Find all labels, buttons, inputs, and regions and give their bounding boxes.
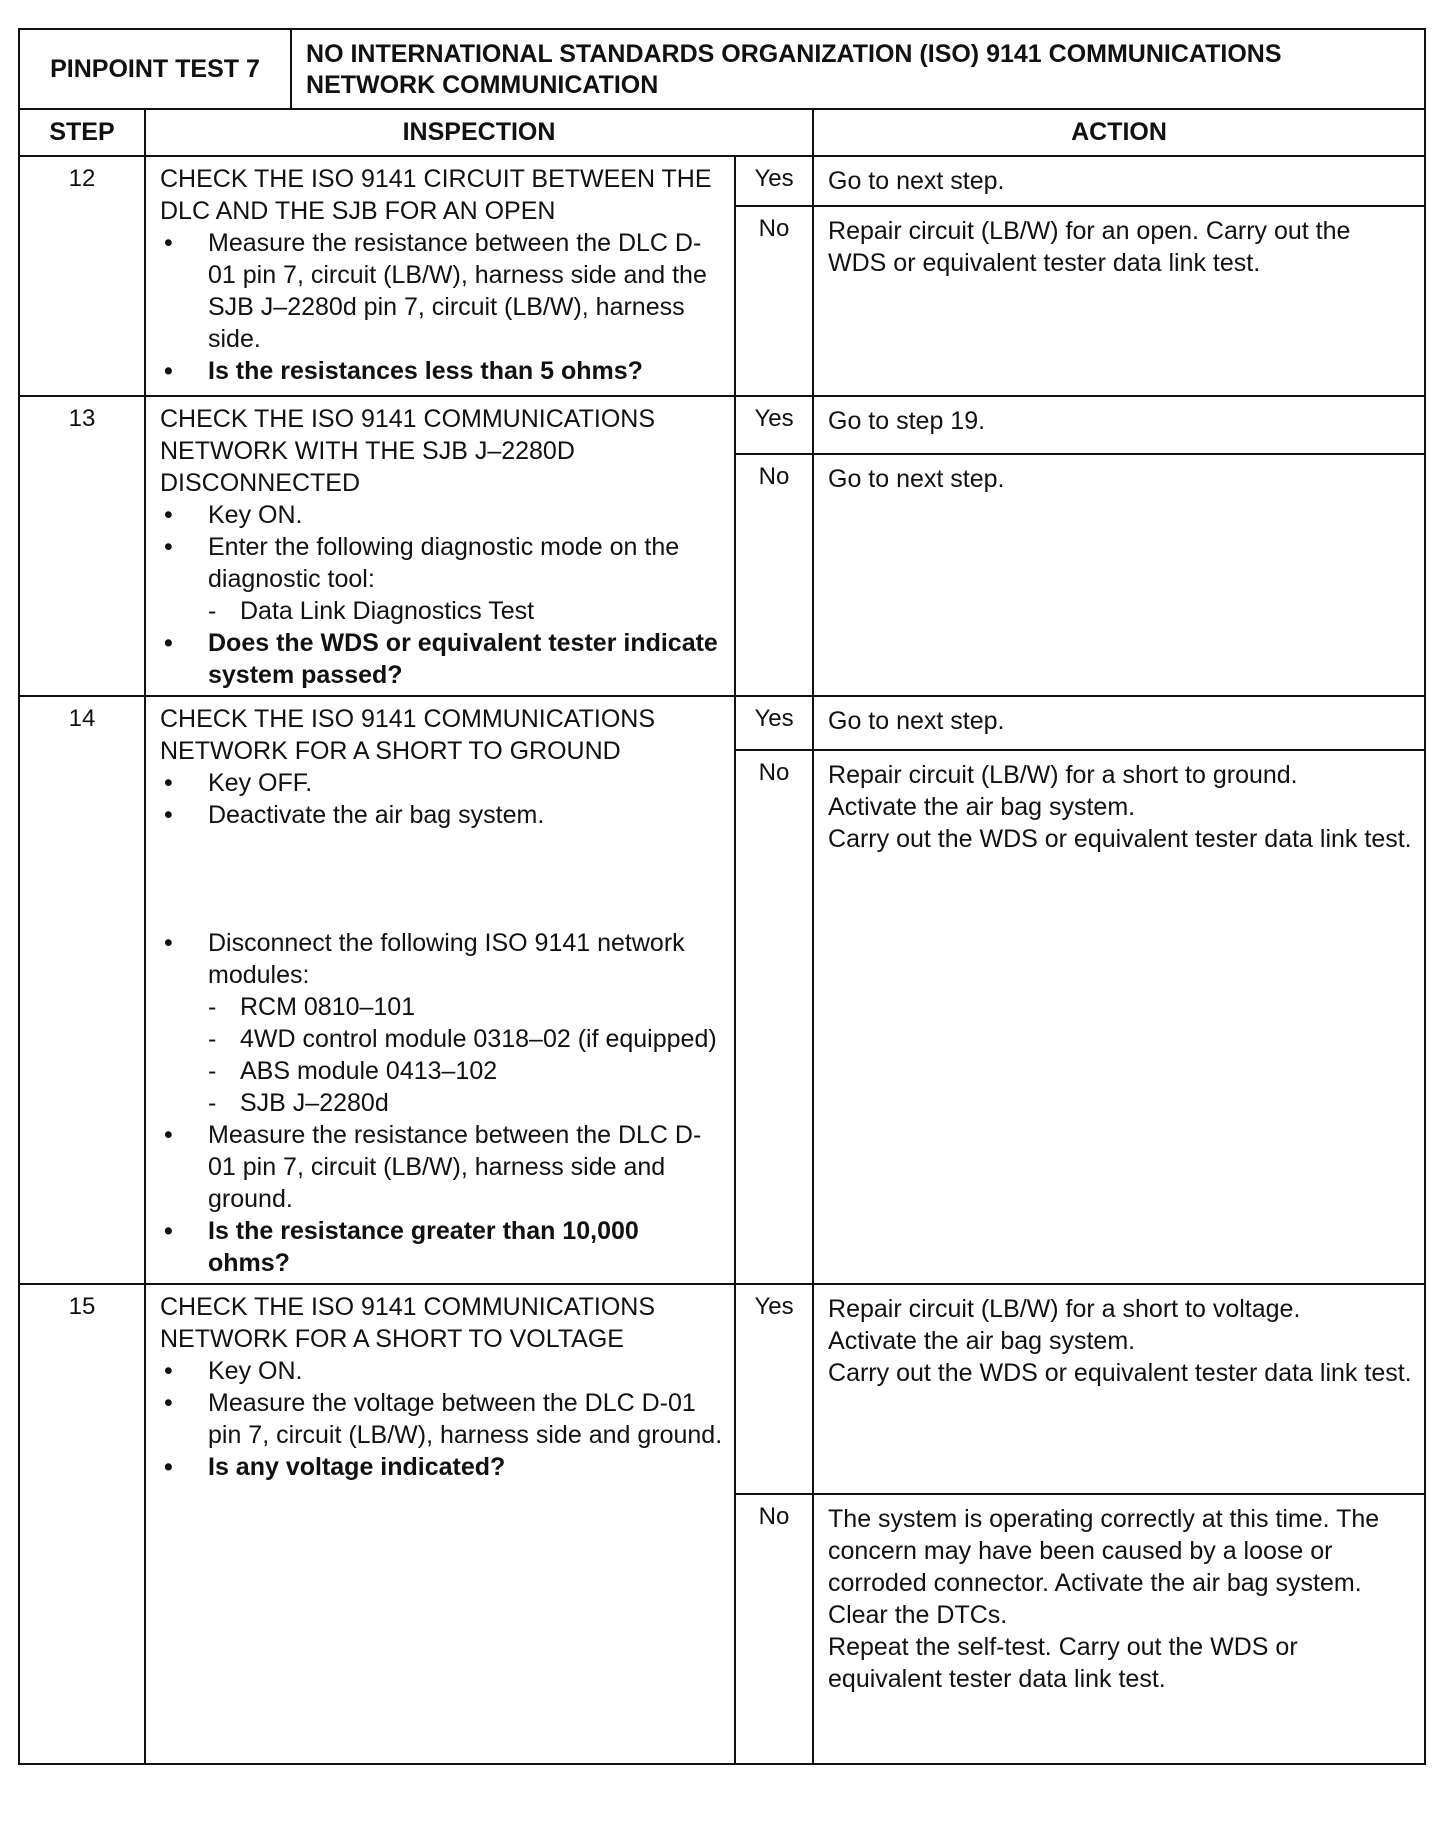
no-action [813,1494,1425,1764]
step-bullet: • Key ON. [160,499,724,531]
column-header-row [19,109,1425,156]
step-bullet: • Disconnect the following ISO 9141 network modules: [160,927,724,991]
step-question: • Does the WDS or equivalent tester indicate system passed? [160,627,724,691]
step-bullet-list [160,499,724,691]
yes-label: Yes [735,696,813,750]
action-line: Activate the air bag system. [828,792,1136,821]
yes-action [813,696,1425,750]
yes-action [813,396,1425,454]
step-bullet: • Key OFF. [160,767,724,799]
no-action [813,454,1425,696]
step-number: 14 [19,696,145,1284]
step-heading: CHECK THE ISO 9141 COMMUNICATIONS NETWORK FOR A SHORT TO GROUND [160,705,655,765]
step-subitem: - RCM 0810–101 [160,991,724,1023]
step-bullet-list [160,767,724,831]
action-line: Clear the DTCs. [828,1601,1008,1629]
no-label: No [735,206,813,396]
action-line: Repair circuit (LB/W) for a short to voltage. [828,1295,1301,1323]
yes-action [813,156,1425,206]
test-title [291,29,1425,109]
yes-label: Yes [735,156,813,206]
action-column-header: ACTION [813,109,1425,156]
test-title-line-2: NETWORK COMMUNICATION [306,71,659,99]
step-bullet-list [160,227,724,387]
step-heading: CHECK THE ISO 9141 COMMUNICATIONS NETWORK WITH THE SJB J–2280D DISCONNECTED [160,405,655,497]
step-question: • Is the resistances less than 5 ohms? [160,355,724,387]
pinpoint-test-table [18,28,1426,1765]
step-bullet: • Measure the resistance between the DLC D-01 pin 7, circuit (LB/W), harness side and ground. [160,1119,724,1215]
action-line: Go to step 19. [828,407,986,435]
step-15-yes-row [19,1284,1425,1494]
step-inspection [145,156,735,396]
yes-label: Yes [735,396,813,454]
step-subitem: - ABS module 0413–102 [160,1055,724,1087]
no-action [813,206,1425,396]
no-label: No [735,750,813,1284]
step-subitem: - Data Link Diagnostics Test [160,595,724,627]
inspection-column-header: INSPECTION [145,109,813,156]
yes-action [813,1284,1425,1494]
step-question: • Is any voltage indicated? [160,1451,724,1483]
step-column-header: STEP [19,109,145,156]
test-title-line-1: NO INTERNATIONAL STANDARDS ORGANIZATION (ISO) 9141 COMMUNICATIONS [306,40,1282,68]
step-bullet: • Deactivate the air bag system. [160,799,724,831]
step-subitem: - 4WD control module 0318–02 (if equipped) [160,1023,724,1055]
step-question: • Is the resistance greater than 10,000 ohms? [160,1215,724,1279]
step-bullet-list [160,1355,724,1483]
step-inspection [145,396,735,696]
step-number: 15 [19,1284,145,1764]
step-13-yes-row [19,396,1425,454]
action-line: Go to next step. [828,464,1005,493]
yes-label: Yes [735,1284,813,1494]
title-row [19,29,1425,109]
step-bullet: • Measure the voltage between the DLC D-01 pin 7, circuit (LB/W), harness side and ground. [160,1387,724,1451]
action-line: The system is operating correctly at this time. The concern may have been caused by a loose or corroded connector. Activate the air bag system. [828,1505,1380,1597]
no-label: No [735,454,813,696]
no-label: No [735,1494,813,1764]
step-bullet: • Key ON. [160,1355,724,1387]
action-line: Repair circuit (LB/W) for an open. Carry out the WDS or equivalent tester data link test. [828,217,1351,277]
action-line: Go to next step. [828,707,1005,735]
action-line: Activate the air bag system. [828,1327,1136,1355]
action-line: Repair circuit (LB/W) for a short to ground. [828,760,1298,789]
action-line: Carry out the WDS or equivalent tester data link test. [828,1359,1412,1387]
step-12-yes-row [19,156,1425,206]
pinpoint-test-sheet [18,28,1424,1765]
step-inspection [145,696,735,1284]
step-subitem: - SJB J–2280d [160,1087,724,1119]
blank-space [160,831,724,927]
step-bullet-list [160,927,724,1279]
no-action [813,750,1425,1284]
step-number: 12 [19,156,145,396]
step-bullet: • Enter the following diagnostic mode on the diagnostic tool: [160,531,724,595]
step-heading: CHECK THE ISO 9141 CIRCUIT BETWEEN THE DLC AND THE SJB FOR AN OPEN [160,165,712,225]
step-14-yes-row [19,696,1425,750]
action-line: Go to next step. [828,167,1005,195]
step-number: 13 [19,396,145,696]
step-heading: CHECK THE ISO 9141 COMMUNICATIONS NETWORK FOR A SHORT TO VOLTAGE [160,1293,655,1353]
step-bullet: • Measure the resistance between the DLC D-01 pin 7, circuit (LB/W), harness side and the SJB J–2280d pin 7, circuit (LB/W), harness side. [160,227,724,355]
test-label: PINPOINT TEST 7 [19,29,291,109]
step-inspection [145,1284,735,1764]
action-line: Carry out the WDS or equivalent tester data link test. [828,824,1412,853]
action-line: Repeat the self-test. Carry out the WDS or equivalent tester data link test. [828,1633,1298,1693]
